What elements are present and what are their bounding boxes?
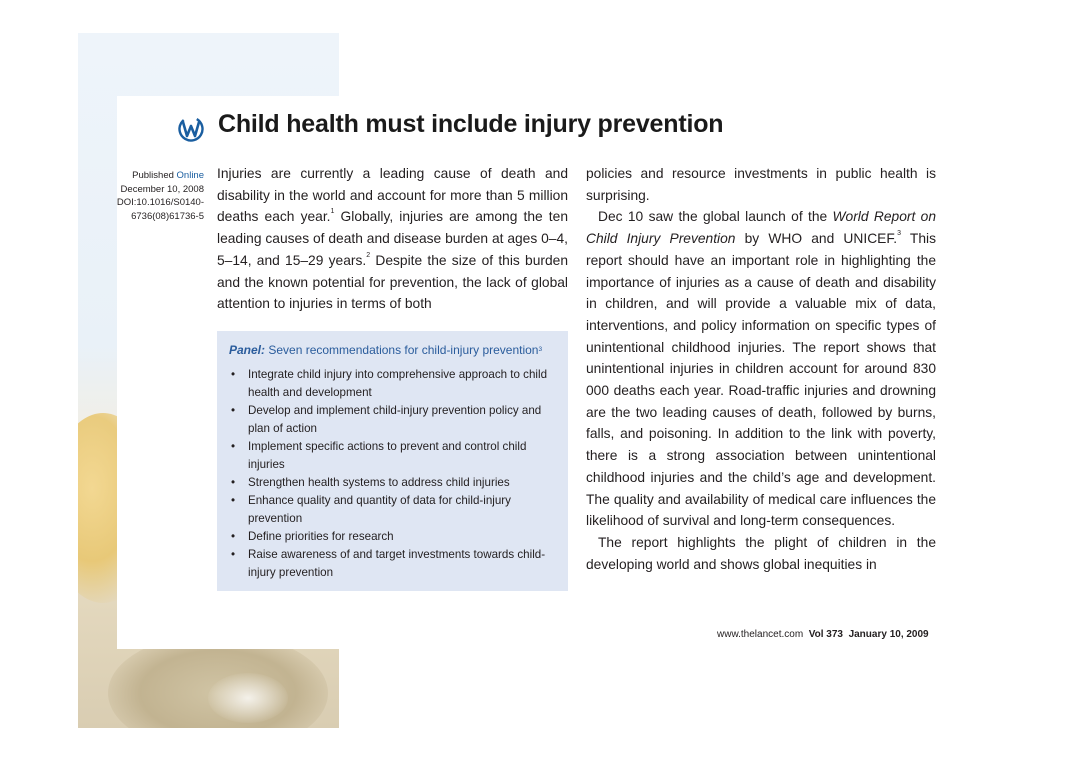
bullet-icon: •	[231, 494, 236, 507]
footer-site[interactable]: www.thelancet.com	[717, 629, 804, 640]
right-paragraph-3: The report highlights the plight of children in the developing world and shows global inequities in	[586, 534, 936, 572]
page-footer	[717, 629, 929, 640]
doi-line-1[interactable]: DOI:10.1016/S0140-	[116, 197, 204, 208]
right-paragraph-2: Dec 10 saw the global launch of the World Report on Child Injury Prevention by WHO and UNICEF.$^3$ This report should have an important role in highlighting the importance of injuries as a cause of death and disability in children, and will provide a valuable mix of data, interventions, and policy information on specific types of unintentional childhood injuries. The report shows that unintentional injuries in children account for around 830 000 deaths each year. Road-traffic injuries and drowning are the two leading causes of death, followed by burns, falls, and poisoning. In addition to the link with poverty, there is a strong association between unintentional childhood injuries and the child’s age and development. The quality and availability of medical care influences the likelihood of survival and long-term consequences.	[586, 209, 936, 529]
footer-volume: Vol 373	[808, 629, 843, 640]
publication-date: December 10, 2008	[120, 183, 204, 195]
list-item: • Strengthen health systems to address child injuries	[229, 474, 556, 492]
bullet-icon: •	[231, 368, 236, 381]
recommendations-list	[229, 366, 556, 582]
reference-2[interactable]: 2	[366, 251, 371, 259]
bullet-icon: •	[231, 404, 236, 417]
bullet-icon: •	[231, 548, 236, 561]
online-link[interactable]: Online	[176, 170, 204, 181]
list-item: • Raise awareness of and target investments towards child-injury prevention	[231, 548, 546, 579]
bullet-icon: •	[231, 440, 236, 453]
left-paragraph-1: Injuries are currently a leading cause of death and disability in the world and account for more than 5 million deaths each year.$^1$ Globally, injuries are among the ten leading causes of death and disease burden at ages 0–4, 5–14, and 15–29 years.$^2$ Despite the size of this burden and the known potential for prevention, the lack of global attention to injuries in terms of both	[217, 166, 569, 312]
lancet-w-online-icon	[177, 114, 205, 144]
panel-title	[229, 342, 556, 358]
list-item: • Develop and implement child-injury prevention policy and plan of action	[231, 404, 542, 435]
article-title: Child health must include injury prevention	[218, 110, 724, 138]
panel-title-lead: Panel:	[229, 343, 266, 357]
doi-line-2[interactable]: 6736(08)61736-5	[131, 210, 204, 222]
footer-date: January 10, 2009	[848, 629, 929, 640]
published-label: Published	[132, 170, 174, 181]
right-paragraph-1: policies and resource investments in public health is surprising.	[586, 166, 936, 203]
panel-title-text: Seven recommendations for child-injury prevention	[265, 343, 539, 357]
list-item: • Define priorities for research	[229, 528, 556, 546]
left-column	[217, 163, 568, 315]
panel-reference[interactable]: 3	[538, 346, 543, 353]
published-online-line	[117, 169, 204, 183]
list-item: • Enhance quality and quantity of data for child-injury prevention	[231, 494, 511, 525]
recommendations-panel	[217, 331, 568, 591]
publication-info	[117, 169, 204, 223]
list-item: • Implement specific actions to prevent and control child injuries	[231, 440, 527, 471]
reference-1[interactable]: 1	[330, 208, 335, 216]
bullet-icon: •	[231, 476, 236, 489]
right-column	[586, 163, 936, 575]
reference-3[interactable]: 3	[897, 230, 901, 238]
list-item: • Integrate child injury into comprehensive approach to child health and development	[231, 368, 548, 399]
report-title: World Report on Child Injury Prevention	[586, 209, 936, 247]
bullet-icon: •	[231, 530, 236, 543]
